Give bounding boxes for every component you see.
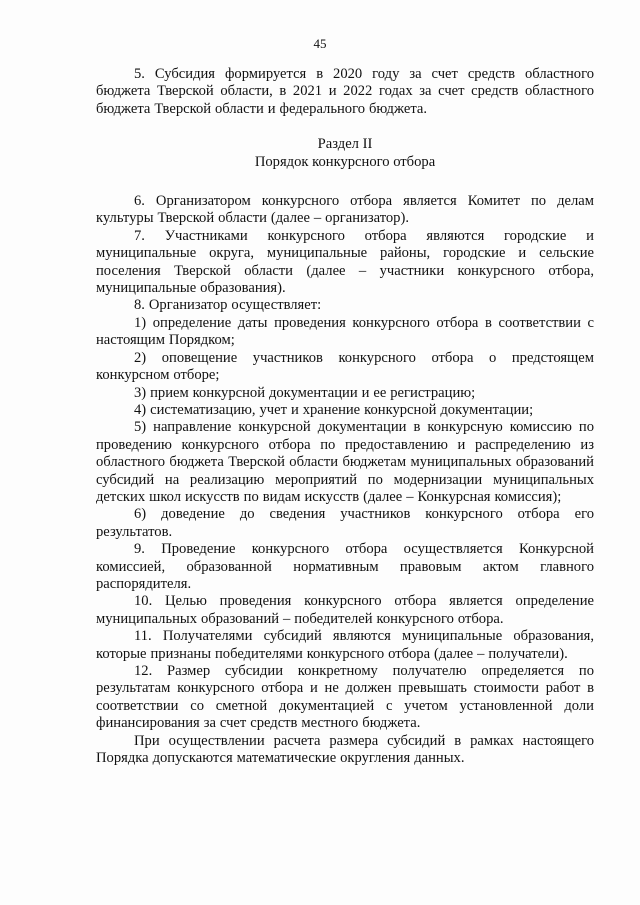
paragraph-8: 8. Организатор осуществляет: bbox=[134, 297, 322, 314]
list-item-6: 6) доведение до сведения участников конкурсного отбора его результатов. bbox=[96, 506, 594, 540]
section-subtitle: Порядок конкурсного отбора bbox=[254, 153, 436, 170]
section-title: Раздел II bbox=[317, 136, 373, 153]
list-item-5: 5) направление конкурсной документации в конкурсную комиссию по проведению конкурсного отбора по предоставлению и распределению из областного бюджета Тверской области бюджетам муниципальных образований субсидий на реализацию мероприятий по модернизации муниципальных детских школ искусств по видам искусств (далее – Конкурсная комиссия); bbox=[96, 419, 594, 505]
list-item-2: 2) оповещение участников конкурсного отбора о предстоящем конкурсном отборе; bbox=[96, 349, 594, 384]
list-item-4: 4) систематизацию, учет и хранение конкурсной документации; bbox=[134, 401, 534, 418]
page-number: 45 bbox=[313, 36, 327, 51]
paragraph-6: 6. Организатором конкурсного отбора является Комитет по делам культуры Тверской области (далее – организатор). bbox=[96, 193, 594, 227]
paragraph-5: 5. Субсидия формируется в 2020 году за счет средств областного бюджета Тверской области, в 2021 и 2022 годах за счет средств областного бюджета Тверской области и федерального бюджета. bbox=[96, 66, 594, 117]
paragraph-12: 12. Размер субсидии конкретному получателю определяется по результатам конкурсного отбора и не должен превышать стоимости работ в соответствии со сметной документацией с учетом установленной доли финансирования за счет средств местного бюджета. bbox=[96, 663, 594, 732]
section-heading bbox=[96, 136, 594, 171]
paragraph-10: 10. Целью проведения конкурсного отбора является определение муниципальных образований – победителей конкурсного отбора. bbox=[96, 593, 594, 627]
list-item-1: 1) определение даты проведения конкурсного отбора в соответствии с настоящим Порядком; bbox=[96, 314, 594, 349]
paragraph-rounding-note: При осуществлении расчета размера субсидий в рамках настоящего Порядка допускаются математические округления данных. bbox=[96, 732, 594, 767]
list-item-3: 3) прием конкурсной документации и ее регистрацию; bbox=[134, 384, 476, 401]
document-body bbox=[96, 66, 594, 767]
paragraph-7: 7. Участниками конкурсного отбора являются городские и муниципальные округа, муниципальные районы, городские и сельские поселения Тверской области (далее – участники конкурсного отбора, муниципальные образования). bbox=[96, 227, 594, 297]
paragraph-9: 9. Проведение конкурсного отбора осуществляется Конкурсной комиссией, образованной нормативным правовым актом главного распорядителя. bbox=[96, 541, 594, 592]
paragraph-11: 11. Получателями субсидий являются муниципальные образования, которые признаны победителями конкурсного отбора (далее – получатели). bbox=[96, 628, 594, 662]
